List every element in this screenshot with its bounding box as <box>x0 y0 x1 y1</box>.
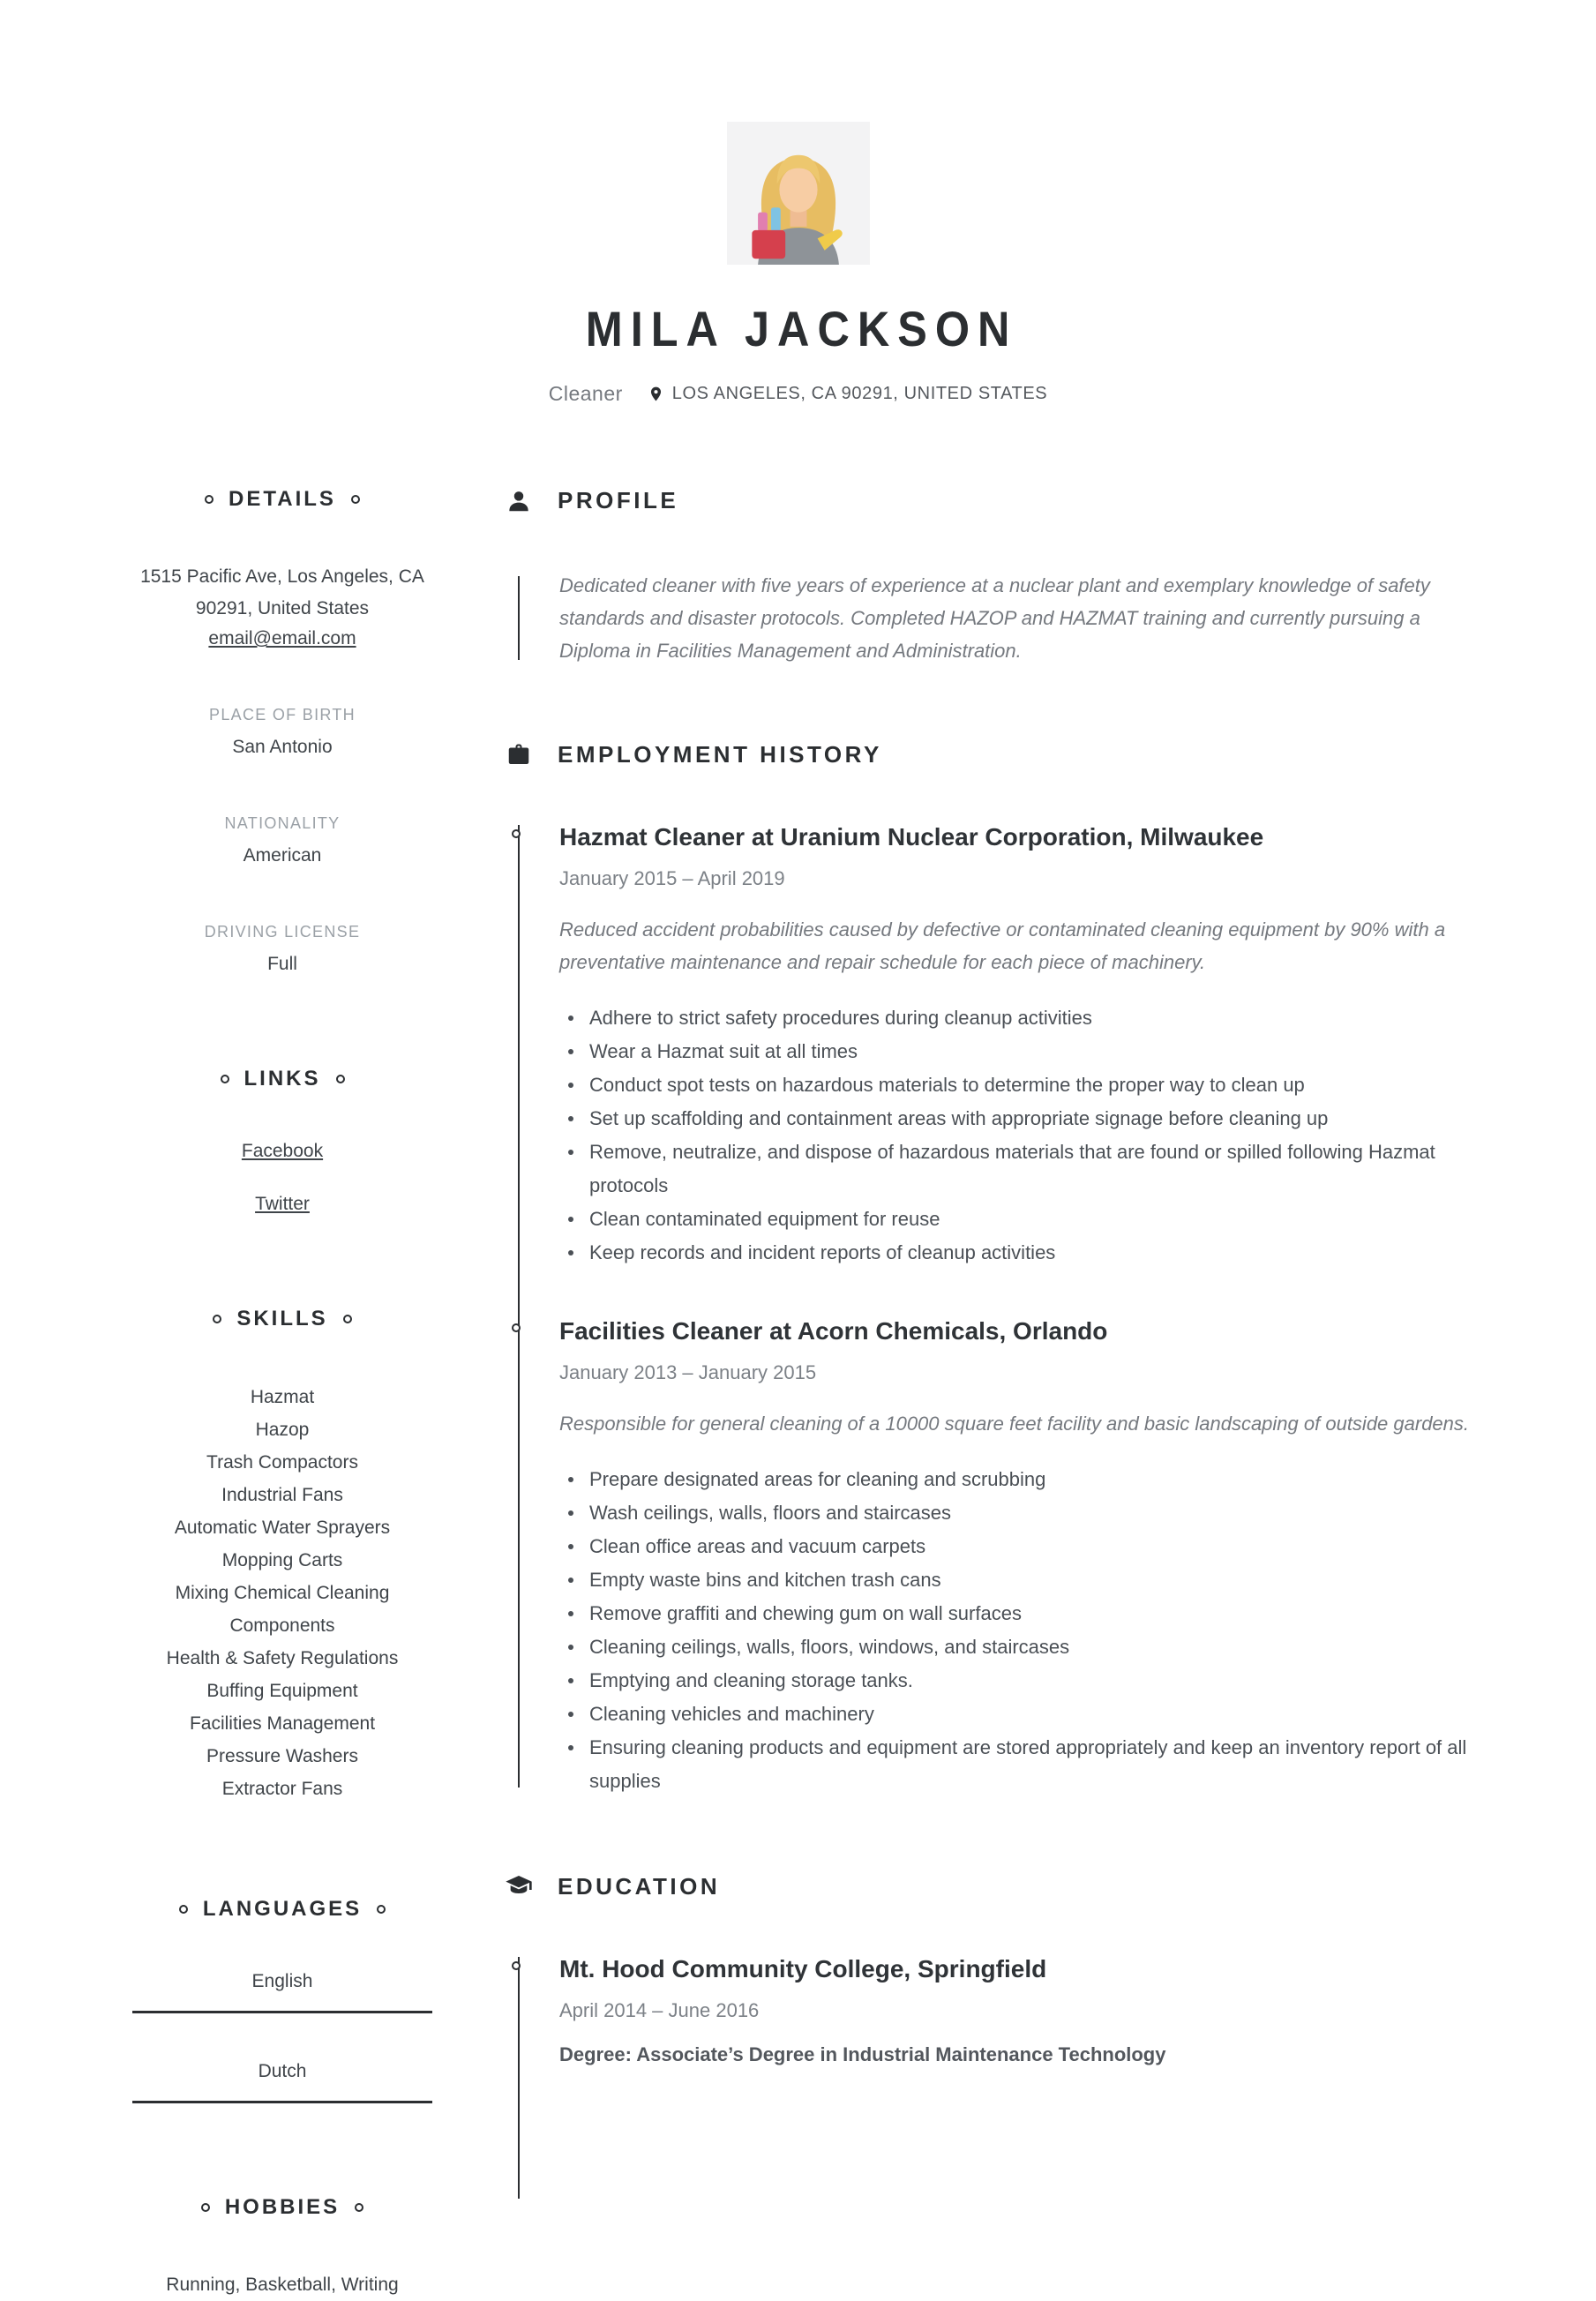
hobbies-text: Running, Basketball, Writing <box>166 2275 399 2295</box>
job-bullet: Cleaning ceilings, walls, floors, windows, and staircases <box>559 1630 1472 1664</box>
skills-list <box>132 1381 432 1805</box>
skill-item: Mixing Chemical Cleaning Components <box>175 1583 390 1636</box>
hobbies-title: HOBBIES <box>224 2195 341 2219</box>
skill-item: Hazop <box>255 1420 310 1440</box>
job-dates: January 2013 – January 2015 <box>559 1361 817 1383</box>
timeline-dot-icon <box>512 1961 521 1970</box>
employment-section-header <box>503 741 1472 768</box>
location-pin-icon <box>648 386 664 402</box>
skill-item: Pressure Washers <box>206 1746 358 1766</box>
job-bullet-list <box>559 1463 1472 1798</box>
profile-photo <box>727 122 870 265</box>
employment-body <box>503 823 1472 1798</box>
job-bullet: Wash ceilings, walls, floors and staircases <box>559 1496 1472 1530</box>
skills-title: SKILLS <box>236 1307 328 1330</box>
profile-photo-illustration <box>727 122 870 265</box>
job-heading: Hazmat Cleaner at Uranium Nuclear Corporation, Milwaukee <box>559 823 1264 851</box>
education-section <box>503 1872 1472 2199</box>
circle-marker-icon <box>179 1905 188 1914</box>
job-bullet: Empty waste bins and kitchen trash cans <box>559 1563 1472 1597</box>
education-degree: Degree: Associate’s Degree in Industrial Maintenance Technology <box>559 2043 1166 2065</box>
education-heading: Mt. Hood Community College, Springfield <box>559 1955 1047 1982</box>
person-icon <box>503 488 535 514</box>
circle-marker-icon <box>351 495 360 504</box>
education-title: EDUCATION <box>558 1872 721 1900</box>
candidate-job-title: Cleaner <box>548 382 623 405</box>
candidate-location <box>648 384 1047 404</box>
timeline-dot-icon <box>512 1323 521 1332</box>
profile-title: PROFILE <box>558 487 679 513</box>
graduation-cap-icon <box>503 1872 535 1900</box>
circle-marker-icon <box>343 1315 352 1323</box>
twitter-link[interactable]: Twitter <box>255 1194 310 1214</box>
circle-marker-icon <box>201 2203 210 2212</box>
resume-header <box>0 0 1596 406</box>
job-dates: January 2015 – April 2019 <box>559 867 785 889</box>
language-item <box>132 1971 432 2013</box>
job-bullet: Ensuring cleaning products and equipment are stored appropriately and keep an inventory report of all supplies <box>559 1731 1472 1798</box>
timeline-line <box>518 576 520 660</box>
profile-section-header <box>503 487 1472 514</box>
language-level-bar <box>132 2011 432 2013</box>
job-entry <box>559 1317 1472 1798</box>
circle-marker-icon <box>377 1905 386 1914</box>
skill-item: Industrial Fans <box>221 1485 343 1505</box>
job-entry <box>559 823 1472 1270</box>
language-name: English <box>251 1971 313 1991</box>
hobbies-header <box>132 2195 432 2220</box>
skill-item: Extractor Fans <box>221 1779 343 1799</box>
job-bullet: Emptying and cleaning storage tanks. <box>559 1664 1472 1698</box>
circle-marker-icon <box>205 495 214 504</box>
skills-section <box>132 1307 432 1805</box>
education-entry <box>559 1955 1472 2066</box>
job-bullet: Cleaning vehicles and machinery <box>559 1698 1472 1731</box>
profile-body <box>503 569 1472 667</box>
education-body <box>503 1955 1472 2199</box>
skill-item: Trash Compactors <box>206 1452 358 1473</box>
employment-title: EMPLOYMENT HISTORY <box>558 741 882 768</box>
job-bullet-list <box>559 1001 1472 1270</box>
skill-item: Health & Safety Regulations <box>166 1648 399 1668</box>
links-title: LINKS <box>244 1067 321 1091</box>
skill-item: Hazmat <box>250 1387 315 1407</box>
employment-section <box>503 741 1472 1798</box>
job-bullet: Wear a Hazmat suit at all times <box>559 1035 1472 1068</box>
job-summary: Responsible for general cleaning of a 10000 square feet facility and basic landscaping of outside gardens. <box>559 1413 1470 1435</box>
job-bullet: Remove graffiti and chewing gum on wall surfaces <box>559 1597 1472 1630</box>
skill-item: Facilities Management <box>189 1713 376 1734</box>
job-bullet: Conduct spot tests on hazardous materials to determine the proper way to clean up <box>559 1068 1472 1102</box>
facebook-link[interactable]: Facebook <box>241 1141 324 1161</box>
languages-title: LANGUAGES <box>202 1897 363 1921</box>
timeline-line <box>518 1957 520 2199</box>
education-section-header <box>503 1872 1472 1900</box>
skill-item: Mopping Carts <box>221 1550 343 1570</box>
driving-license-label: DRIVING LICENSE <box>204 923 361 941</box>
language-level-bar <box>132 2101 432 2103</box>
place-of-birth-value: San Antonio <box>232 737 333 757</box>
profile-section <box>503 487 1472 667</box>
place-of-birth-label: PLACE OF BIRTH <box>209 706 356 723</box>
driving-license-value: Full <box>267 954 297 974</box>
languages-section <box>132 1897 432 2103</box>
details-title: DETAILS <box>229 487 336 511</box>
circle-marker-icon <box>221 1075 229 1083</box>
circle-marker-icon <box>355 2203 363 2212</box>
email-link[interactable]: email@email.com <box>208 628 356 648</box>
links-section <box>132 1067 432 1215</box>
candidate-name: MILA JACKSON <box>586 301 1018 356</box>
job-bullet: Set up scaffolding and containment areas with appropriate signage before cleaning up <box>559 1102 1472 1136</box>
job-bullet: Remove, neutralize, and dispose of hazardous materials that are found or spilled following Hazmat protocols <box>559 1136 1472 1203</box>
details-header <box>132 487 432 512</box>
language-name: Dutch <box>258 2061 307 2081</box>
nationality-value: American <box>243 845 322 866</box>
circle-marker-icon <box>336 1075 345 1083</box>
languages-header <box>132 1897 432 1922</box>
job-summary: Reduced accident probabilities caused by defective or contaminated cleaning equipment by 90% with a preventative maintenance and repair schedule for each piece of machinery. <box>559 918 1446 973</box>
details-section <box>132 487 432 975</box>
circle-marker-icon <box>213 1315 221 1323</box>
nationality-label: NATIONALITY <box>224 814 341 832</box>
job-bullet: Keep records and incident reports of cleanup activities <box>559 1236 1472 1270</box>
skill-item: Buffing Equipment <box>206 1681 358 1701</box>
resume-body <box>0 487 1596 2301</box>
job-bullet: Clean contaminated equipment for reuse <box>559 1203 1472 1236</box>
address: 1515 Pacific Ave, Los Angeles, CA 90291, United States <box>140 566 424 618</box>
header-subtitle <box>0 382 1596 406</box>
profile-text: Dedicated cleaner with five years of experience at a nuclear plant and exemplary knowledge of safety standards and disaster protocols. Completed HAZOP and HAZMAT training and currently pursuing a Diploma in Facilities Management and Administration. <box>559 574 1430 662</box>
timeline-line <box>518 825 520 1788</box>
job-heading: Facilities Cleaner at Acorn Chemicals, Orlando <box>559 1317 1108 1345</box>
language-item <box>132 2061 432 2103</box>
job-bullet: Adhere to strict safety procedures during cleanup activities <box>559 1001 1472 1035</box>
job-bullet: Clean office areas and vacuum carpets <box>559 1530 1472 1563</box>
education-dates: April 2014 – June 2016 <box>559 1999 760 2021</box>
skill-item: Automatic Water Sprayers <box>174 1518 391 1538</box>
candidate-location-text: LOS ANGELES, CA 90291, UNITED STATES <box>671 384 1048 403</box>
skills-header <box>132 1307 432 1331</box>
sidebar <box>132 487 432 2301</box>
hobbies-section <box>132 2195 432 2301</box>
job-bullet: Prepare designated areas for cleaning and scrubbing <box>559 1463 1472 1496</box>
links-header <box>132 1067 432 1091</box>
main-column <box>503 487 1472 2273</box>
timeline-dot-icon <box>512 829 521 838</box>
briefcase-icon <box>503 742 535 768</box>
